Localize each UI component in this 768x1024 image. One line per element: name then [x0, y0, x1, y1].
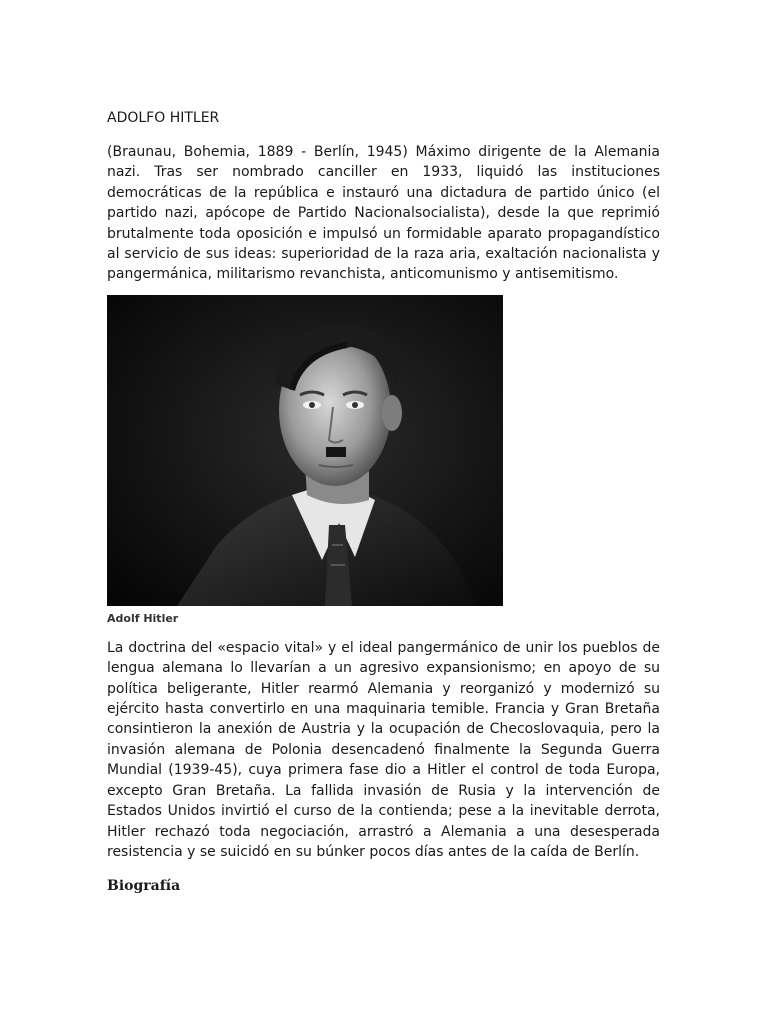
- body-paragraph: La doctrina del «espacio vital» y el ideal pangermánico de unir los pueblos de lengua alemana lo llevarían a un agresivo expansionismo; en apoyo de su política beligerante, Hitler rearmó Alemania y reorganizó y modernizó su ejército hasta convertirlo en una maquinaria temible. Francia y Gran Bretaña consintieron la anexión de Austria y la ocupación de Checoslovaquia, pero la invasión alemana de Polonia desencadenó finalmente la Segunda Guerra Mundial (1939-45), cuya primera fase dio a Hitler el control de toda Europa, excepto Gran Bretaña. La fallida invasión de Rusia y la intervención de Estados Unidos invirtió el curso de la contienda; pese a la inevitable derrota, Hitler rechazó toda negociación, arrastró a Alemania a una desesperada resistencia y se suicidó en su búnker pocos días antes de la caída de Berlín.: [107, 639, 660, 860]
- photo-caption: Adolf Hitler: [107, 611, 179, 625]
- section-heading-biografia: Biografía: [107, 878, 181, 895]
- intro-paragraph: (Braunau, Bohemia, 1889 - Berlín, 1945) Máximo dirigente de la Alemania nazi. Tras ser nombrado canciller en 1933, liquidó las instituciones democráticas de la república e instauró una dictadura de partido único (el partido nazi, apócope de Partido Nacionalsocialista), desde la que reprimió brutalmente toda oposición e impulsó un formidable aparato propagandístico al servicio de sus ideas: superioridad de la raza aria, exaltación nacionalista y pangermánica, militarismo revanchista, anticomunismo y antisemitismo.: [107, 144, 660, 283]
- document-title: ADOLFO HITLER: [107, 110, 220, 126]
- portrait-photo: [107, 295, 503, 606]
- document-page: [107, 108, 660, 896]
